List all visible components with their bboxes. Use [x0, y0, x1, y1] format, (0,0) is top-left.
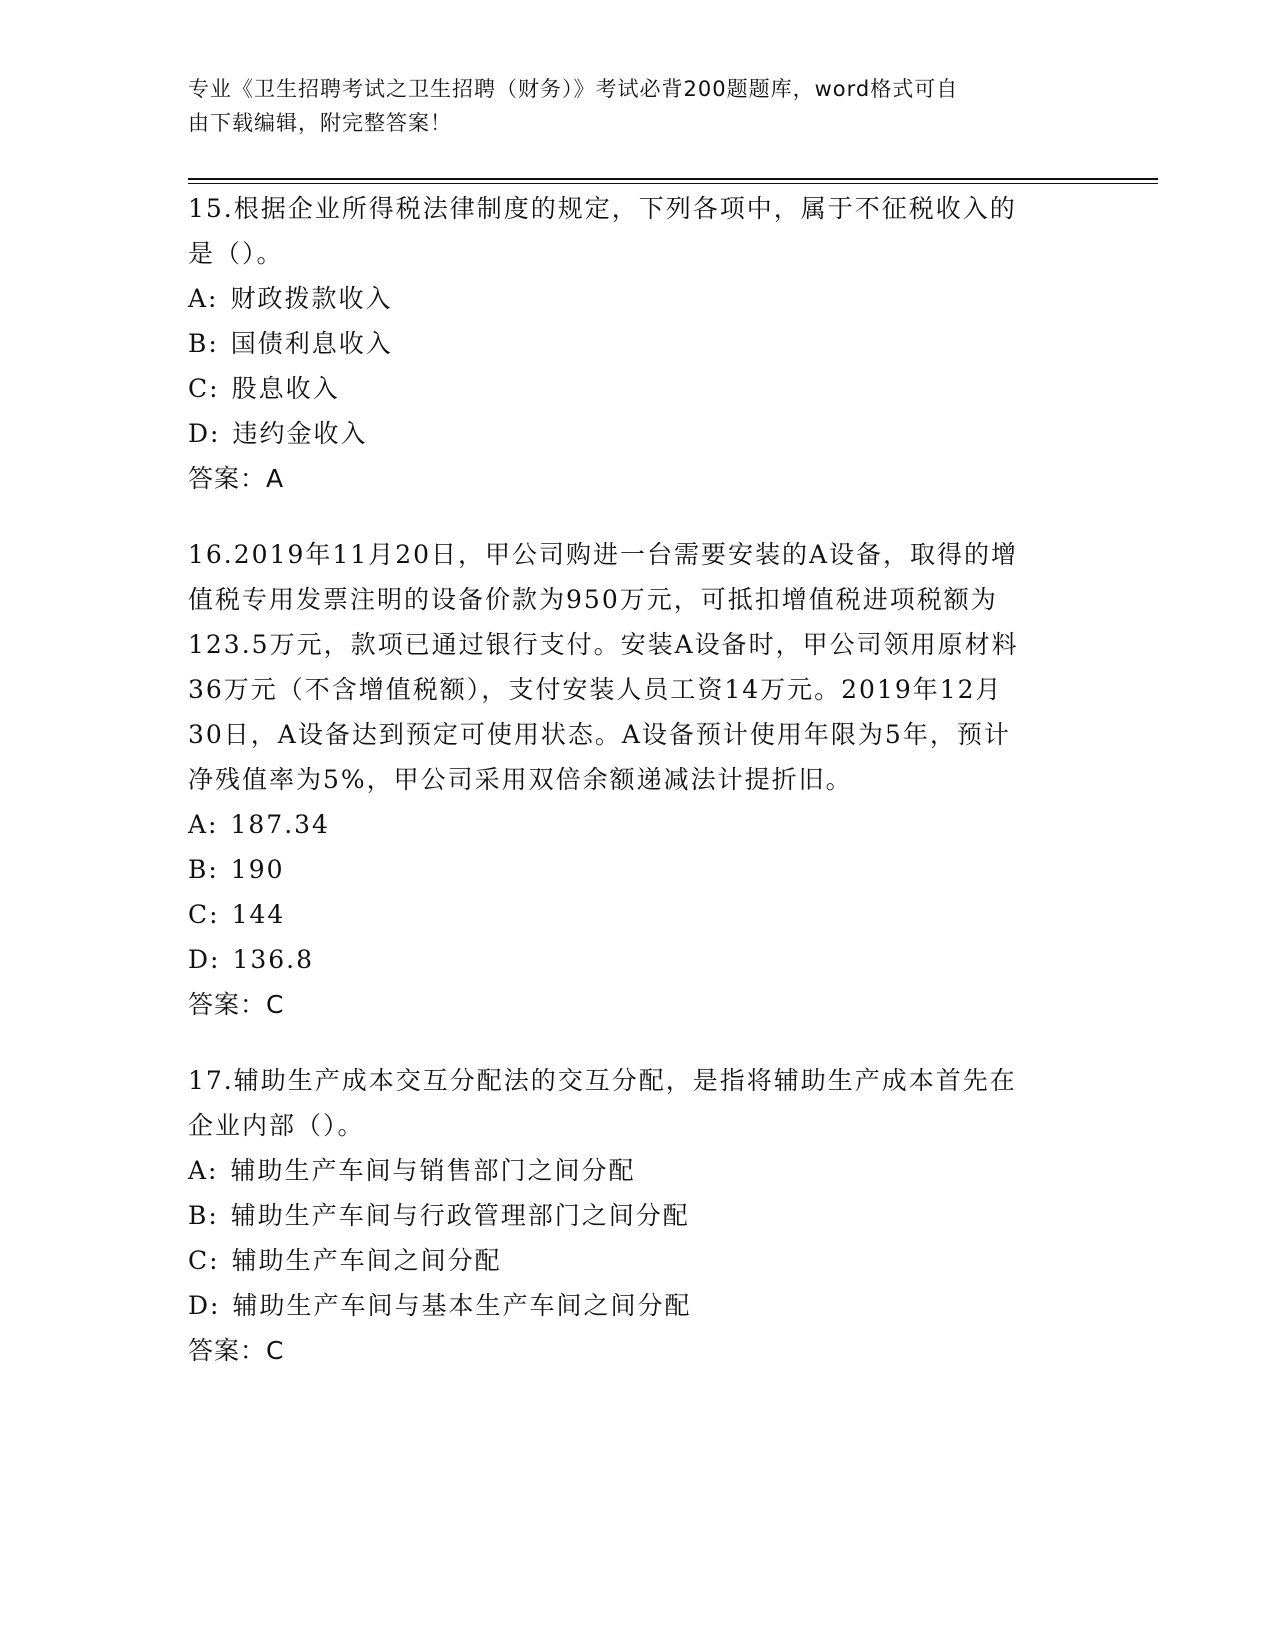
- header-rule-thin: [188, 183, 1158, 184]
- option-key: D:: [188, 1291, 221, 1320]
- question-16: [188, 532, 1088, 1027]
- option-text: 财政拨款收入: [230, 284, 393, 313]
- question-stem-line: 15.根据企业所得税法律制度的规定，下列各项中，属于不征税收入的: [188, 194, 1017, 223]
- option-d: [188, 1283, 1088, 1328]
- option-text: 辅助生产车间与销售部门之间分配: [230, 1156, 636, 1185]
- option-text: 144: [231, 900, 286, 929]
- option-key: B:: [188, 1201, 219, 1230]
- question-stem-line: 17.辅助生产成本交互分配法的交互分配，是指将辅助生产成本首先在: [188, 1066, 1017, 1095]
- option-text: 国债利息收入: [230, 329, 393, 358]
- document-header: [188, 72, 1078, 140]
- question-stem-line: 值税专用发票注明的设备价款为950万元，可抵扣增值税进项税额为: [188, 585, 998, 614]
- option-b: [188, 1193, 1088, 1238]
- option-c: [188, 1238, 1088, 1283]
- option-key: C:: [188, 1246, 220, 1275]
- question-stem-line: 16.2019年11月20日，甲公司购进一台需要安装的A设备，取得的增: [188, 540, 1019, 569]
- answer-line: 答案：C: [188, 1336, 285, 1365]
- option-a: [188, 1148, 1088, 1193]
- header-rule-thick: [188, 178, 1158, 180]
- option-key: A:: [188, 1156, 219, 1185]
- option-b: [188, 321, 1088, 366]
- answer-line: 答案：C: [188, 990, 285, 1019]
- option-key: B:: [188, 329, 219, 358]
- option-key: D:: [188, 945, 221, 974]
- question-stem-line: 123.5万元，款项已通过银行支付。安装A设备时，甲公司领用原材料: [188, 630, 1019, 659]
- question-stem-line: 净残值率为5%，甲公司采用双倍余额递减法计提折旧。: [188, 765, 853, 794]
- question-stem-line: 是（）。: [188, 239, 284, 268]
- header-line-2: 由下载编辑，附完整答案！: [188, 111, 452, 135]
- question-stem-line: 企业内部（）。: [188, 1111, 365, 1140]
- option-b: [188, 847, 1088, 892]
- question-15: [188, 186, 1088, 501]
- option-c: [188, 366, 1088, 411]
- question-stem-line: 36万元（不含增值税额），支付安装人员工资14万元。2019年12月: [188, 675, 1003, 704]
- question-17: [188, 1058, 1088, 1373]
- option-d: [188, 937, 1088, 982]
- option-d: [188, 411, 1088, 456]
- option-key: A:: [188, 810, 219, 839]
- option-c: [188, 892, 1088, 937]
- option-text: 违约金收入: [232, 419, 368, 448]
- option-key: A:: [188, 284, 219, 313]
- option-text: 190: [230, 855, 285, 884]
- option-key: B:: [188, 855, 219, 884]
- option-text: 辅助生产车间与基本生产车间之间分配: [232, 1291, 692, 1320]
- question-stem-line: 30日，A设备达到预定可使用状态。A设备预计使用年限为5年，预计: [188, 720, 1011, 749]
- option-text: 187.34: [230, 810, 330, 839]
- option-text: 辅助生产车间与行政管理部门之间分配: [230, 1201, 690, 1230]
- option-a: [188, 276, 1088, 321]
- option-text: 辅助生产车间之间分配: [231, 1246, 502, 1275]
- option-key: C:: [188, 374, 220, 403]
- answer-line: 答案：A: [188, 464, 285, 493]
- option-text: 股息收入: [231, 374, 340, 403]
- option-key: D:: [188, 419, 221, 448]
- header-line-1: 专业《卫生招聘考试之卫生招聘（财务）》考试必背200题题库，word格式可自: [188, 77, 959, 101]
- option-text: 136.8: [232, 945, 315, 974]
- option-key: C:: [188, 900, 220, 929]
- option-a: [188, 802, 1088, 847]
